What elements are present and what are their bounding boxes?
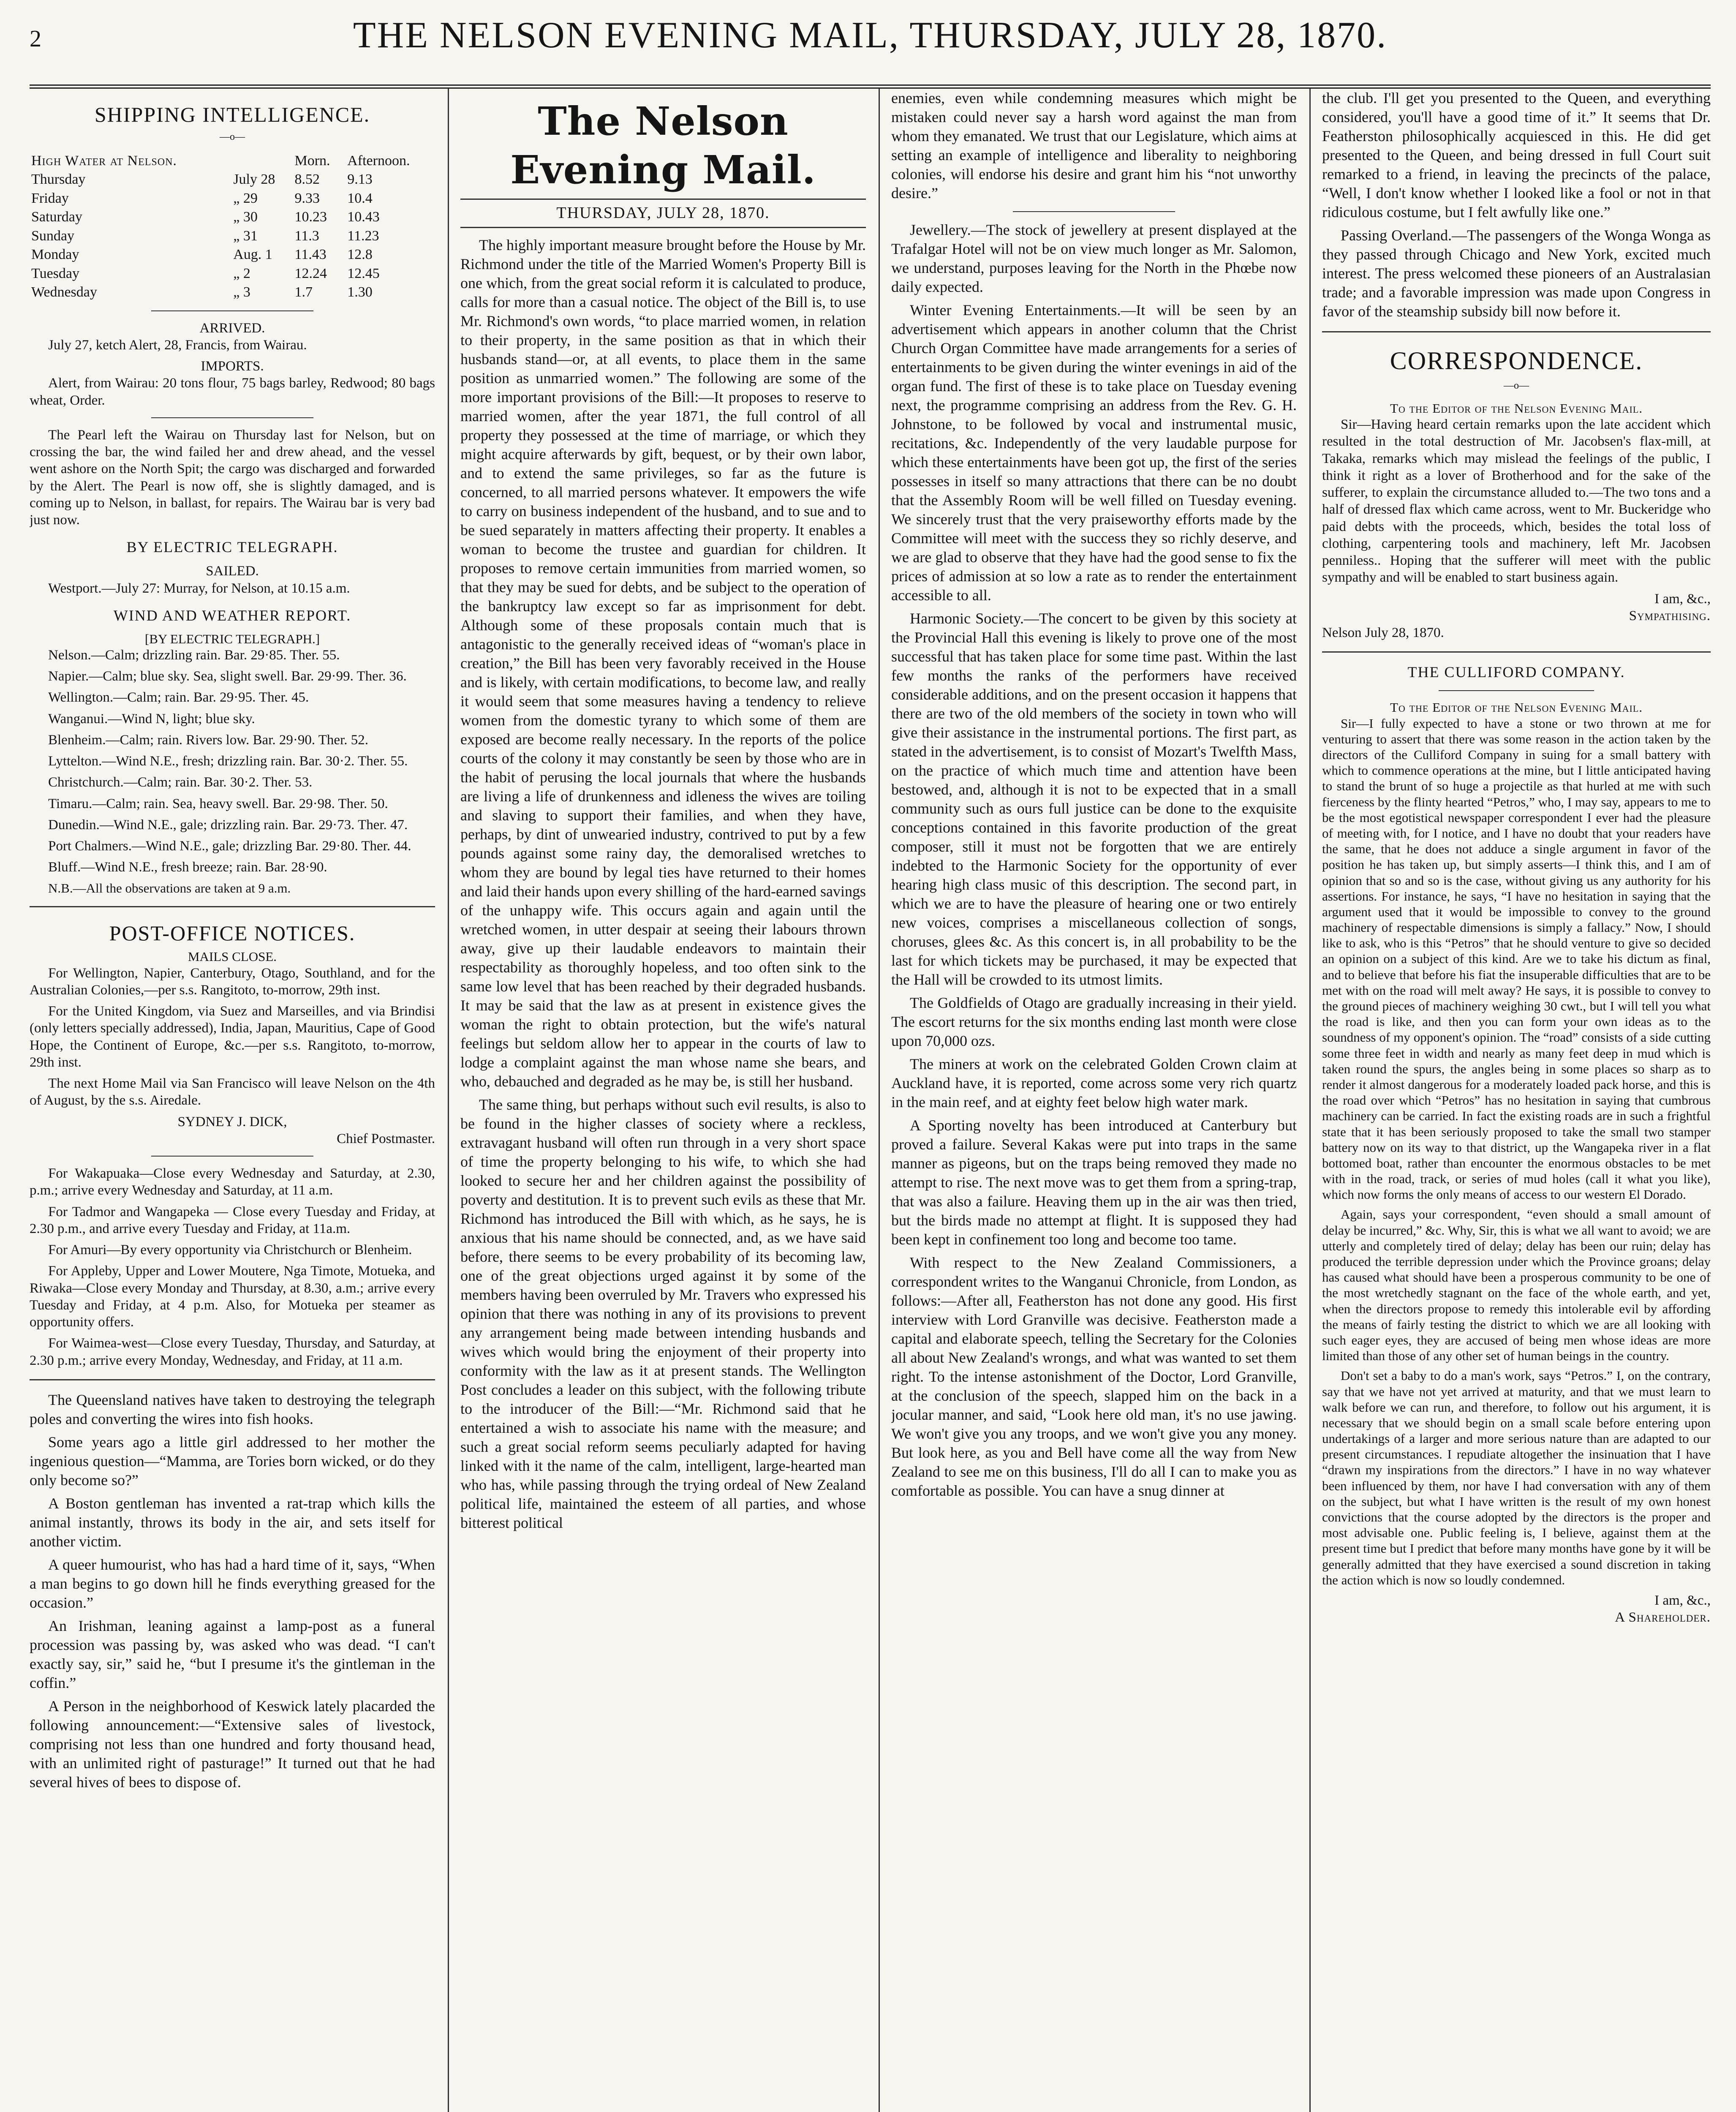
weather-report: Timaru.—Calm; rain. Sea, heavy swell. Bar. 29·98. Ther. 50. xyxy=(48,796,388,811)
weather-report: Wellington.—Calm; rain. Bar. 29·95. Ther. 45. xyxy=(48,690,309,705)
divider xyxy=(1322,651,1711,653)
table-row: Sunday „ 31 11.3 11.23 xyxy=(31,228,379,244)
local-mail: For Tadmor and Wangapeka — Close every Tuesday and Friday, at 2.30 p.m., and arrive every Tuesday and Friday, at 11a.m. xyxy=(30,1204,435,1236)
news-paragraph: Passing Overland.—The passengers of the Wonga Wonga as they passed through Chicago and New York, excited much interest. The press welcomed these pioneers of an Australasian trade; and a favorable impression was made upon Congress in favor of the steamship subsidy bill now before it. xyxy=(1322,227,1711,320)
divider xyxy=(151,1156,313,1157)
page-header xyxy=(30,0,1711,89)
weather-title: WIND AND WEATHER REPORT. xyxy=(113,607,351,624)
letter-date: Nelson July 28, 1870. xyxy=(1322,625,1444,641)
weather-report: Bluff.—Wind N.E., fresh breeze; rain. Bar. 28·90. xyxy=(48,860,327,875)
divider xyxy=(1013,211,1175,212)
post-title: POST-OFFICE NOTICES. xyxy=(109,921,356,945)
weather-report: Dunedin.—Wind N.E., gale; drizzling rain. Bar. 29·73. Ther. 47. xyxy=(48,817,408,833)
imports-heading: IMPORTS. xyxy=(201,359,264,374)
shipping-title: SHIPPING INTELLIGENCE. xyxy=(94,103,370,126)
letter-body: Sir—I fully expected to have a stone or two thrown at me for venturing to assert that there was some reason in the action taken by the directors of the Culliford Company in suing for a small battery with which to commence operations at the mine, but I little anticipated having to stand the brunt of so huge a projectile as that hurled at me with such fierceness by the flinty hearted “Petros,” who, I may say, appears to me to be the most egotistical newspaper correspondent I ever had the pleasure of meeting with, for I notice, and I have no doubt that your readers have the same, that he does not adduce a single argument in favor of the position he has taken up, but simply asserts—I think this, and I am of opinion that so and so is the case, without giving us any authority for his assertions. For instance, he says, “I have no hesitation in saying that the argument used that it would be impossible to convey to the ground machinery of respectable dimensions is simply a fallacy.” Now, I should like to ask, who is this “Petros” that he should venture to give so decided an opinion on a subject of this kind. Are we to take his dictum as final, and to believe that before his fiat the insuperable difficulties that are to be met with on the road will melt away? He says, it is possible to convey to the ground pieces of machinery weighing 30 cwt., but I will tell you what the road is like, and then you can form your own ideas as to the soundness of my opponent's opinion. The “road” consists of a side cutting some three feet in width and nearly as many feet deep in mud which is taken round the spurs, the angles being in some places so sharp as to render it almost dangerous for a moderately loaded pack horse, and this is the road over which “Petros” has no hesitation in saying that cumbrous machinery can be carried. In fact the existing roads are in such a frightful state that it has been seriously proposed to take the small two stamper battery now on its way to that district, up the Wangapeka river in a flat bottomed boat, rather than encounter the enormous obstacles to be met with in the road, track, or series of mud holes (call it what you like), which now forms the only means of access to our western El Dorado. xyxy=(1322,716,1711,1202)
letter-body: Don't set a baby to do a man's work, says “Petros.” I, on the contrary, say that we have not yet arrived at maturity, and that we must learn to walk before we can run, and therefore, to follow out his argument, it is necessary that we should begin on a small scale before entering upon undertakings of a larger and more serious nature than are adapted to our present circumstances. I repudiate altogether the insinuation that I have “drawn my inspirations from the directors.” I have in no way whatever been influenced by them, nor have I had conversation with any of them on the subject, but what I have written is the result of my own honest convictions that the course adopted by the directors is the proper and most advisable one. Public feeling is, I believe, against them at the present time but I predict that before many months have gone by it will be generally admitted that they have exercised a sound discretion in taking the action which is now so loudly condemned. xyxy=(1322,1368,1711,1587)
local-mail: For Amuri—By every opportunity via Christchurch or Blenheim. xyxy=(48,1242,412,1258)
news-paragraph: Winter Evening Entertainments.—It will be seen by an advertisement which appears in another column that the Christ Church Organ Committee have made arrangements for a series of entertainments to be given during the winter evenings in aid of the organ fund. The first of these is to take place on Tuesday evening next, the programme comprising an address from the Rev. G. H. Johnstone, to be followed by vocal and instrumental music, recitations, &c. Independently of the very laudable purpose for which these entertainments have been got up, the first of the series possesses in itself so many attractions that there can be no doubt that the Assembly Room will be well filled on Tuesday evening. We sincerely trust that the very praiseworthy efforts made by the Committee will meet with the success they so richly deserve, and we are glad to observe that they have had the good sense to fix the prices of admission at so low a rate as to render the entertainment accessible to all. xyxy=(891,302,1297,604)
postmaster-title: Chief Postmaster. xyxy=(337,1131,435,1146)
letter-body: Again, says your correspondent, “even should a small amount of delay be incurred,” &c. Why, Sir, this is what we all want to avoid; we are utterly and completely tired of delay; delay has been our ruin; delay has produced the terrible depression under which the Province groans; delay has caused what should have been a prosperous community to be one of the most wretchedly stagnant on the face of the whole earth, and yet, when the directors propose to remedy this intolerable evil by affording the means of fairly testing the district to which we are all looking with such eager eyes, they are accused of being men whose ideas are more limited than those of any other set of human beings in the country. xyxy=(1322,1207,1711,1364)
news-paragraph: A Person in the neighborhood of Keswick lately placarded the following announcement:—“Extensive sales of livestock, comprising not less than one hundred and forty thousand head, with an unlimited right of pasturage!” It turned out that he had several hives of bees to dispose of. xyxy=(30,1697,435,1791)
letter-signature: Sympathising. xyxy=(1629,608,1711,623)
dateline: THURSDAY, JULY 28, 1870. xyxy=(460,199,866,228)
newspaper-page xyxy=(30,0,1711,2112)
weather-note: N.B.—All the observations are taken at 9 a.m. xyxy=(48,880,291,895)
column-1 xyxy=(30,89,435,2112)
news-paragraph: The Queensland natives have taken to destroying the telegraph poles and converting the wires into fish hooks. xyxy=(30,1391,435,1427)
editorial-paragraph: The highly important measure brought before the House by Mr. Richmond under the title of the Married Women's Property Bill is one which, from the great social reform it is calculated to produce, calls for more than a casual notice. The object of the Bill is, to use Mr. Richmond's own words, “to place married women, in relation to their property, in the same position as that in which their husbands stand—or, at all events, to place them in the same position as unmarried women.” The following are some of the more important provisions of the Bill:—It proposes to reserve to married women, after the year 1871, the full control of all property they possessed at the time of marriage, or which they might acquire afterwards by gift, bequest, or by their own labor, and to extend the same privileges, so far as the future is concerned, to all married persons whatever. It empowers the wife to carry on business independent of the husband, and to sue and to be sued separately in matters affecting their property. It enables a woman to become the trustee and guardian for children. It proposes to remove certain immunities from married women, so that they may be sued for debts, and be subject to the operation of the bankruptcy law except so far as imprisonment for debt. Although some of these proposals contain much that is antagonistic to the generally received ideas of “woman's place in creation,” the Bill has been very favorably received in the House and is likely, with certain modifications, to become law, and really it would seem that some measures having a tendency to relieve women from the domestic tyrany to which some of them are exposed are become really necessary. In the reports of the police courts of the colony it may constantly be seen by those who are in the habit of perusing the local journals that where the husbands are living a life of drunkenness and idleness the wives are toiling and slaving to support their families, and when they have, perhaps, by dint of unwearied industry, contrived to put by a few pounds against some rainy day, the demoralised wretches to whom they are bound by legal ties have returned to their homes and laid their hands upon every shilling of the hard-earned savings of the unhappy wife. This occurs again and again until the wretched women, in utter despair at seeing their labours thrown away, give up their laudable endeavors to maintain their respectability as thoroughly hopeless, and too often sink to the same low level that has been reached by their degraded husbands. It may be said that the law as at present in existence gives the woman the right to obtain protection, but the wife's natural feelings but seldom allow her to appear in the courts of law to lodge a complaint against the man whose name she bears, and who, debauched and degraded as he may be, is still her husband. xyxy=(460,236,866,1090)
ornament-divider: —o— xyxy=(1504,380,1529,391)
news-paragraph: Some years ago a little girl addressed to her mother the ingenious question—“Mamma, are Tories born wicked, or do they only become so?” xyxy=(30,1433,435,1489)
news-paragraph: Jewellery.—The stock of jewellery at present displayed at the Trafalgar Hotel will not be on view much longer as Mr. Salomon, we understand, purposes leaving for the North in the Phœbe now daily expected. xyxy=(891,221,1297,295)
news-paragraph: the club. I'll get you presented to the Queen, and everything considered, you'll have a good time of it.” It seems that Dr. Featherston philosophically acquiesced in this. He did get presented to the Queen, and being dressed in full Court suit remarked to a friend, in leaving the precincts of the palace, “Well, I don't know whether I looked like a fool or not in that ridiculous costume, but I felt awfully like one.” xyxy=(1322,90,1711,220)
ornament-divider: —o— xyxy=(220,131,245,142)
news-paragraph: The Goldfields of Otago are gradually increasing in their yield. The escort returns for the six months ending last month were close upon 70,000 ozs. xyxy=(891,994,1297,1049)
culliford-title: THE CULLIFORD COMPANY. xyxy=(1407,664,1625,681)
weather-report: Wanganui.—Wind N, light; blue sky. xyxy=(48,711,255,727)
sailed-heading: SAILED. xyxy=(206,563,259,579)
weather-report: Christchurch.—Calm; rain. Bar. 30·2. Ther. 53. xyxy=(48,775,313,790)
weather-report: Napier.—Calm; blue sky. Sea, slight swell. Bar. 29·99. Ther. 36. xyxy=(48,669,407,684)
divider xyxy=(1322,331,1711,332)
letter-signature: A Shareholder. xyxy=(1615,1610,1711,1625)
masthead: The Nelson Evening Mail. xyxy=(510,98,816,193)
news-paragraph: A Sporting novelty has been introduced at Canterbury but proved a failure. Several Kakas were put into traps in the same manner as pigeons, but on the traps being removed they made no attempt to rise. The next move was to get them from a spring-trap, that was also a failure. Heaving them up in the air was then tried, but the birds made no attempt at flight. It is supposed they had been kept in confinement too long and become too tame. xyxy=(891,1117,1297,1248)
news-paragraph: The miners at work on the celebrated Golden Crown claim at Auckland have, it is reported, come across some very rich quartz in the main reef, and at eighty feet below high water mark. xyxy=(891,1056,1297,1110)
column-2 xyxy=(460,89,866,2112)
divider xyxy=(30,1379,435,1380)
column-rule xyxy=(1309,89,1311,2112)
tide-table xyxy=(30,152,435,302)
tide-col-header: Morn. xyxy=(294,152,330,169)
table-row: Monday Aug. 1 11.43 12.8 xyxy=(31,247,373,262)
editorial-paragraph: The same thing, but perhaps without such evil results, is also to be found in the higher classes of society where a reckless, extravagant husband will often run through in a very short space of time the property belonging to his wife, to which she had looked to secure her and her children against the possibility of poverty and destitution. It is to prevent such evils as these that Mr. Richmond has introduced the Bill with which, as he says, he is anxious that his name should be connected, and, as we have said before, there seems to be every probability of its becoming law, one of the great objections urged against it by some of the members having been overruled by Mr. Travers who expressed his opinion that there was nothing in any of its provisions to prevent any arrangement being made between intending husbands and wives which would bring the enjoyment of their property into conformity with the law as it at present stands. The Wellington Post concludes a leader on this subject, with the following tribute to the introducer of the Bill:—“Mr. Richmond said that he entertained a wish to associate his name with the measure; and such a great social reform seems peculiarly adapted for having linked with it the name of the calm, intelligent, large-hearted man who has, while passing through the trying ordeal of New Zealand political life, maintained the esteem of all parties, and whose bitterest political xyxy=(460,1096,866,1531)
table-row: Thursday July 28 8.52 9.13 xyxy=(31,171,373,187)
sailed-text: Westport.—July 27: Murray, for Nelson, at 10.15 a.m. xyxy=(48,580,350,596)
column-rule xyxy=(879,89,880,2112)
letter-address: To the Editor of the Nelson Evening Mail. xyxy=(1390,700,1643,715)
news-paragraph: Harmonic Society.—The concert to be given by this society at the Provincial Hall this evening is likely to prove one of the most successful that has taken place for some time past. Within the last few months the ranks of the performers have received considerable additions, and on the present occasion it happens that there are two of the old members of the society in town who will give their assistance in the instrumental portions. The first part, as stated in the advertisement, is to consist of Mozart's Twelfth Mass, on the practice of which much time and attention have been bestowed, and, although it is not to be expected that in a small community such as ours full justice can be done to the exquisite conceptions contained in this favorite production of the great composer, still it must not be forgotten that we are entirely indebted to the Harmonic Society for the opportunity of ever hearing high class music of this description. The second part, in which we are to have the pleasure of hearing one or two entirely new voices, comprises a miscellaneous collection of songs, choruses, glees &c. As this concert is, in all probability to be the last for which tickets may be purchased, it may be expected that the Hall will be crowded to its utmost limits. xyxy=(891,610,1297,988)
post-item: The next Home Mail via San Francisco will leave Nelson on the 4th of August, by the s.s. Airedale. xyxy=(30,1076,435,1108)
imports-text: Alert, from Wairau: 20 tons flour, 75 bags barley, Redwood; 80 bags wheat, Order. xyxy=(30,376,435,408)
letter-body: Sir—Having heard certain remarks upon the late accident which resulted in the total destruction of Mr. Jacobsen's flax-mill, at Takaka, remarks which may mislead the feelings of the public, I think it right as a lover of Brotherhood and for the sake of the sufferer, to explain the circumstance alluded to.—The two tons and a half of dressed flax which came across, went to Mr. Buckeridge who paid debts with the proceeds, which, besides the total loss of clothing, carpentering tools and machinery, left Mr. Jacobsen penniless.. Hoping that the sufferer will meet with the public sympathy and will be enabled to start business again. xyxy=(1322,417,1711,585)
news-paragraph: A queer humourist, who has had a hard time of it, says, “When a man begins to go down hill he finds everything greased for the occasion.” xyxy=(30,1556,435,1611)
table-row: Saturday „ 30 10.23 10.43 xyxy=(31,209,380,225)
news-paragraph: A Boston gentleman has invented a rat-trap which kills the animal instantly, throws its body in the air, and sets itself for another victim. xyxy=(30,1494,435,1550)
pearl-text: The Pearl left the Wairau on Thursday last for Nelson, but on crossing the bar, the wind failed her and drew ahead, and the vessel went ashore on the North Spit; the cargo was discharged and forwarded by the Alert. The Pearl is now off, she is slightly damaged, and is coming up to Nelson, in ballast, for repairs. The Wairau bar is very bad just now. xyxy=(30,427,435,528)
page-number: 2 xyxy=(30,26,41,52)
table-row: Tuesday „ 2 12.24 12.45 xyxy=(31,265,380,281)
news-paragraph: With respect to the New Zealand Commissioners, a correspondent writes to the Wanganui Chronicle, from London, as follows:—After all, Featherston has not done any good. His first interview with Lord Granville was decisive. Featherston made a capital and elaborate speech, telling the Secretary for the Colonies all about New Zealand's wrongs, and what was wanted to set them right. To the intense astonishment of the Doctor, Lord Granville, at the conclusion of the speech, slapped him on the back in a jocular manner, and said, “Look here old man, it's no use jawing. We won't give you any troops, and we won't give you any money. But look here, as you and Bell have come all the way from New Zealand to see me on this business, I'll do all I can to make you as comfortable as possible. You can have a snug dinner at xyxy=(891,1254,1297,1499)
postmaster-name: SYDNEY J. DICK, xyxy=(177,1114,287,1129)
news-paragraph: enemies, even while condemning measures which might be mistaken could never say a harsh word against the man from whom they emanated. We trust that our Legislature, which aims at setting an example of intelligence and liberality to neighboring colonies, will endorse his desire and grant him his “not unworthy desire.” xyxy=(891,90,1297,201)
weather-subtitle: [BY ELECTRIC TELEGRAPH.] xyxy=(144,631,320,646)
local-mail: For Appleby, Upper and Lower Moutere, Nga Timote, Motueka, and Riwaka—Close every Monday and Thursday, at 8.30, a.m.; arrive every Tuesday and Friday, at 4 p.m. Also, for Motueka per steamer as opportunity offers. xyxy=(30,1263,435,1330)
local-mail: For Wakapuaka—Close every Wednesday and Saturday, at 2.30, p.m.; arrive every Wednesday and Saturday, at 11 a.m. xyxy=(30,1166,435,1198)
news-paragraph: An Irishman, leaning against a lamp-post as a funeral procession was passing by, was asked who was dead. “I can't exactly say, sir,” said he, “but I presume it's the gintleman in the coffin.” xyxy=(30,1617,435,1691)
letter-closing: I am, &c., xyxy=(1654,1592,1711,1608)
divider xyxy=(30,906,435,907)
weather-report: Blenheim.—Calm; rain. Rivers low. Bar. 29·90. Ther. 52. xyxy=(48,732,368,748)
weather-report: Lyttelton.—Wind N.E., fresh; drizzling rain. Bar. 30·2. Ther. 55. xyxy=(48,754,408,769)
divider xyxy=(151,310,313,311)
newspaper-title: THE NELSON EVENING MAIL, THURSDAY, JULY 28, 1870. xyxy=(353,15,1388,56)
post-item: For the United Kingdom, via Suez and Marseilles, and via Brindisi (only letters specially addressed), India, Japan, Mauritius, Cape of Good Hope, the Continent of Europe, &c.—per s.s. Rangitoto, to-morrow, 29th inst. xyxy=(30,1004,435,1070)
tide-heading: High Water at Nelson. xyxy=(31,152,177,169)
divider xyxy=(1439,690,1594,691)
table-row: Friday „ 29 9.33 10.4 xyxy=(31,190,373,206)
correspondence-title: CORRESPONDENCE. xyxy=(1390,347,1643,375)
divider xyxy=(151,417,313,418)
post-item: For Wellington, Napier, Canterbury, Otago, Southland, and for the Australian Colonies,—per s.s. Rangitoto, to-morrow, 29th inst. xyxy=(30,965,435,998)
arrived-text: July 27, ketch Alert, 28, Francis, from Wairau. xyxy=(48,337,307,353)
column-4 xyxy=(1322,89,1711,2112)
post-subtitle: MAILS CLOSE. xyxy=(188,949,277,964)
weather-report: Nelson.—Calm; drizzling rain. Bar. 29·85. Ther. 55. xyxy=(48,647,340,663)
arrived-heading: ARRIVED. xyxy=(199,320,265,336)
column-rule xyxy=(448,89,449,2112)
local-mail: For Waimea-west—Close every Tuesday, Thursday, and Saturday, at 2.30 p.m.; arrive every Monday, Wednesday, and Friday, at 11 a.m. xyxy=(30,1336,435,1368)
column-3 xyxy=(891,89,1297,2112)
letter-address: To the Editor of the Nelson Evening Mail. xyxy=(1390,401,1643,416)
tide-col-header: Afternoon. xyxy=(347,152,410,169)
telegraph-title: BY ELECTRIC TELEGRAPH. xyxy=(126,539,338,556)
letter-closing: I am, &c., xyxy=(1654,591,1711,607)
table-row: Wednesday „ 3 1.7 1.30 xyxy=(31,284,373,300)
weather-report: Port Chalmers.—Wind N.E., gale; drizzling Bar. 29·80. Ther. 44. xyxy=(48,838,411,854)
